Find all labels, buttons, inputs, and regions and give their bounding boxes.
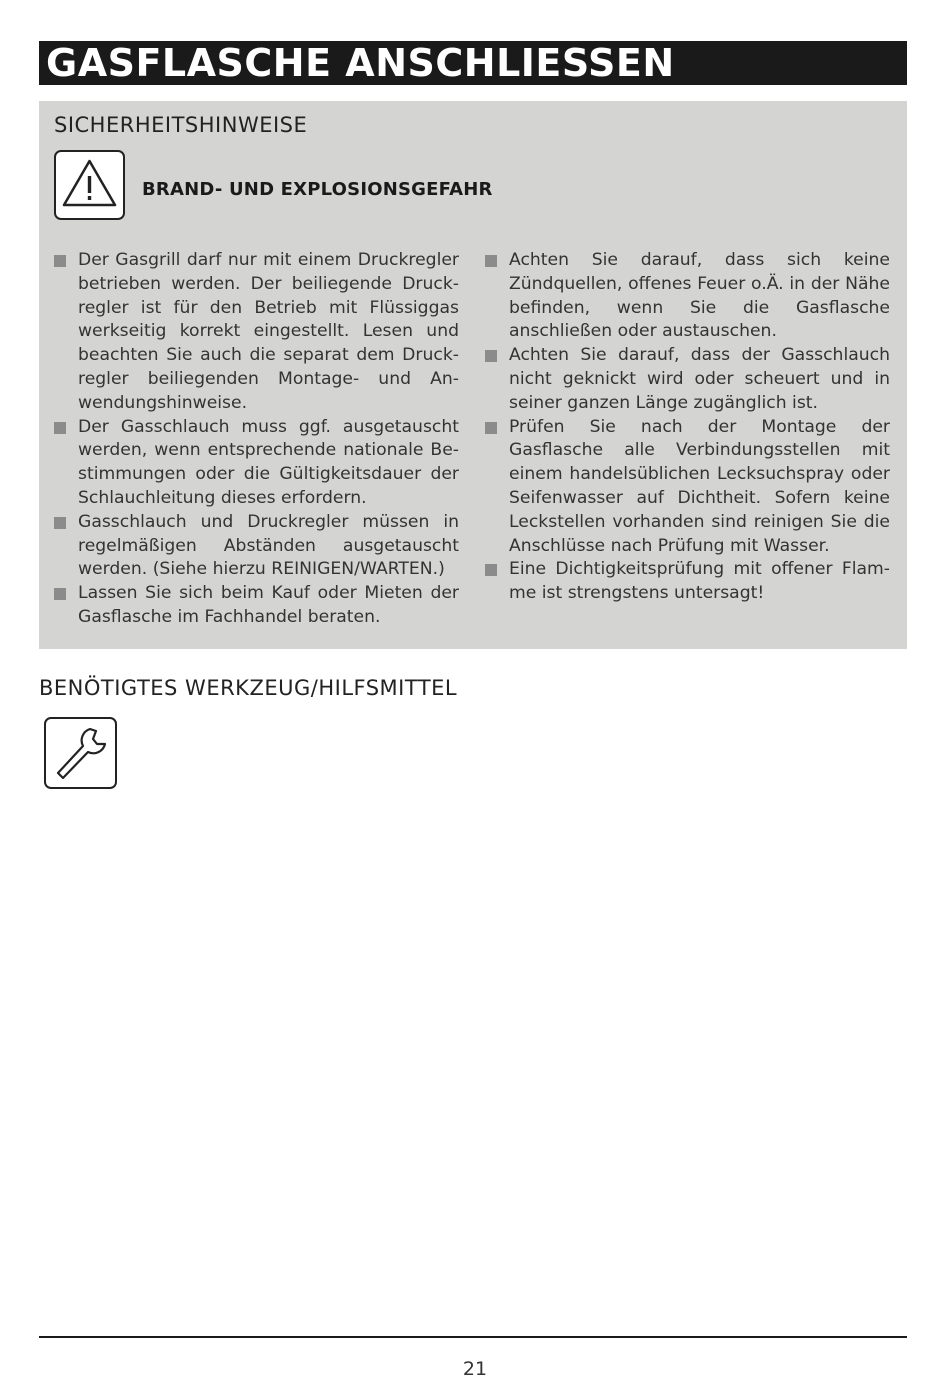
page-title: GASFLASCHE ANSCHLIESSEN (39, 41, 907, 85)
page-number: 21 (462, 1358, 488, 1380)
warning-title: BRAND- UND EXPLOSIONSGEFAHR (142, 179, 493, 200)
footer-divider (39, 1336, 907, 1338)
list-item: Der Gasgrill darf nur mit einem Druckregler betrieben werden. Der beiliegende Druckregler ist für den Betrieb mit Flüssiggas werkseitig korrekt eingestellt. Lesen und beachten Sie auch die separat dem Druckregler beiliegenden Montage- und Anwendungshinweise. (54, 249, 459, 416)
list-item: Lassen Sie sich beim Kauf oder Mieten der Gasflasche im Fachhandel beraten. (54, 582, 459, 630)
warning-triangle-icon (54, 150, 125, 220)
safety-list-right (485, 249, 890, 606)
bullet-square-icon (485, 350, 497, 362)
bullet-square-icon (54, 517, 66, 529)
bullet-square-icon (54, 255, 66, 267)
safety-list-left (54, 249, 459, 630)
bullet-square-icon (485, 422, 497, 434)
list-item: Der Gasschlauch muss ggf. ausgetauscht werden, wenn entsprechende nationale Bestimmungen oder die Gültigkeitsdauer der Schlauchleitung dieses erfordern. (54, 416, 459, 511)
safety-notice-box (39, 101, 907, 649)
list-item: Prüfen Sie nach der Montage der Gasflasche alle Verbindungsstellen mit einem handelsüblichen Lecksuchspray oder Seifenwasser auf Dichtheit. Sofern keine Leckstellen vorhanden sind reinigen Sie die Anschlüsse nach Prüfung mit Wasser. (485, 416, 890, 559)
wrench-icon (44, 717, 117, 789)
bullet-square-icon (485, 564, 497, 576)
list-item: Achten Sie darauf, dass der Gasschlauch nicht geknickt wird oder scheuert und in seiner ganzen Länge zugänglich ist. (485, 344, 890, 415)
bullet-square-icon (54, 588, 66, 600)
tools-heading: BENÖTIGTES WERKZEUG/HILFSMITTEL (39, 676, 458, 700)
list-item: Achten Sie darauf, dass sich keine Zündquellen, offenes Feuer o.Ä. in der Nähe befinden, wenn Sie die Gasflasche anschließen oder austauschen. (485, 249, 890, 344)
bullet-square-icon (54, 422, 66, 434)
list-item: Gasschlauch und Druckregler müssen in regelmäßigen Abständen ausgetauscht werden. (Siehe hierzu REINIGEN/WARTEN.) (54, 511, 459, 582)
bullet-square-icon (485, 255, 497, 267)
safety-heading: SICHERHEITSHINWEISE (54, 113, 308, 137)
list-item: Eine Dichtigkeitsprüfung mit offener Flamme ist strengstens untersagt! (485, 558, 890, 606)
